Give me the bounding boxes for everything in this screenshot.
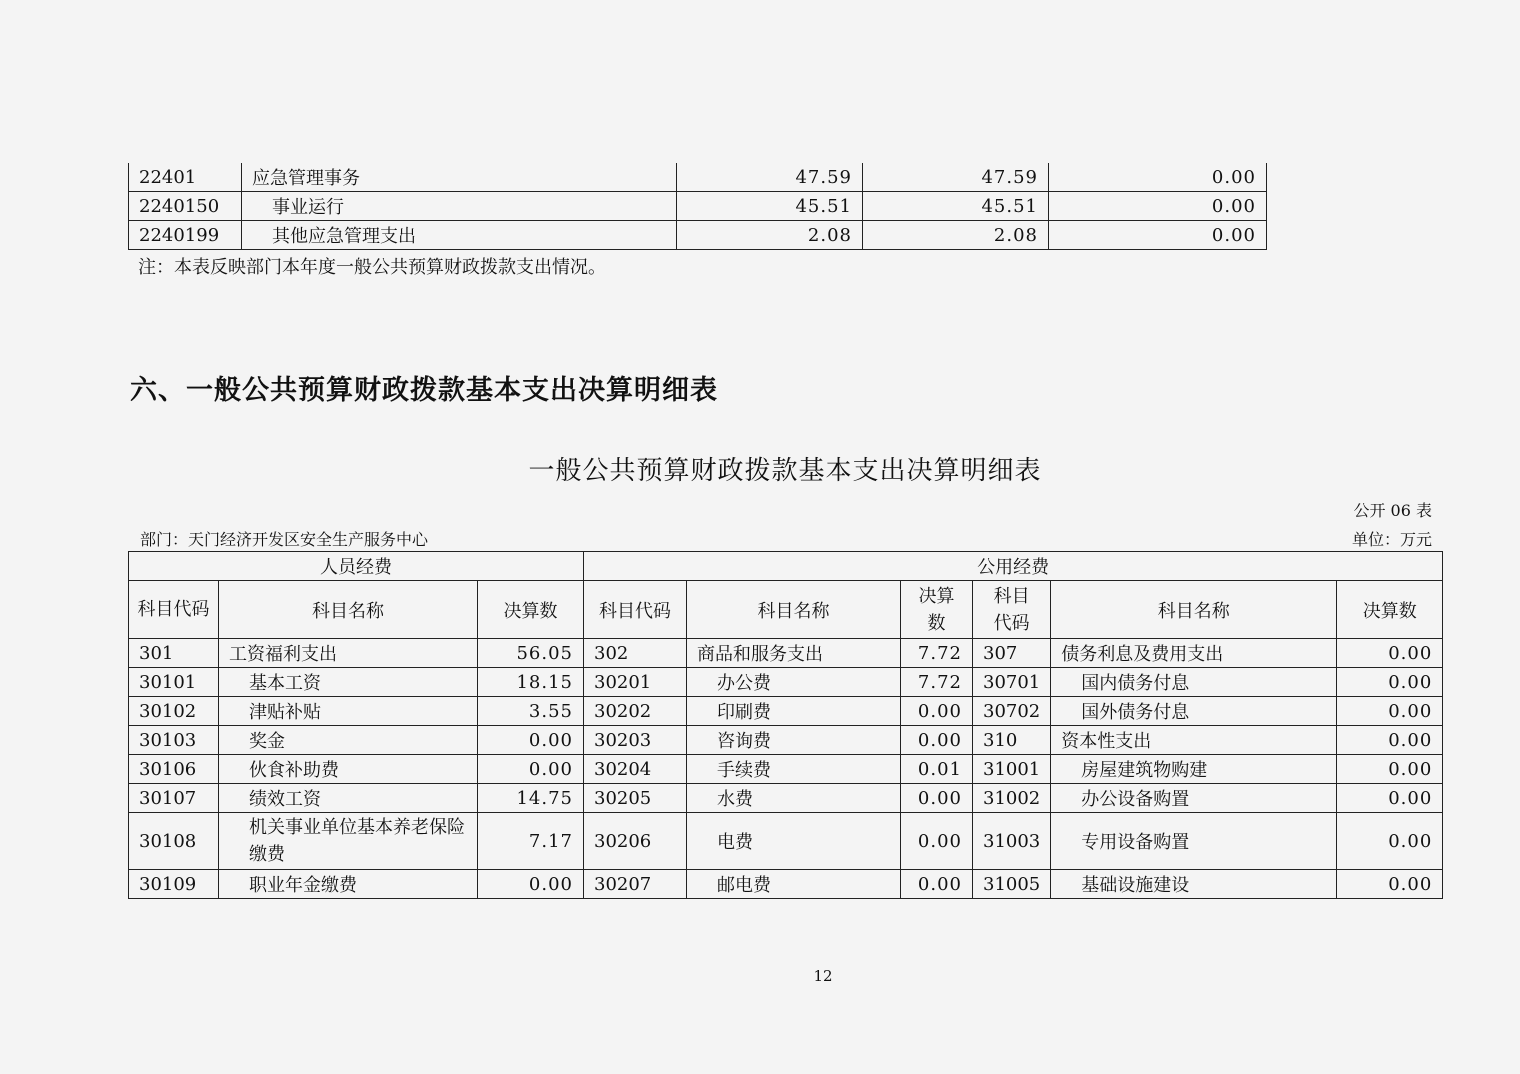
value-cell: 7.72 [901,639,973,668]
name-cell: 债务利息及费用支出 [1051,639,1337,668]
name-cell: 印刷费 [687,697,901,726]
table-row [129,697,1443,726]
name-cell: 应急管理事务 [242,163,677,192]
value-cell: 0.00 [1049,163,1267,192]
column-header: 科目代码 [129,581,219,639]
value-cell: 0.00 [1337,755,1443,784]
code-cell: 30205 [584,784,687,813]
name-cell: 国外债务付息 [1051,697,1337,726]
name-cell: 手续费 [687,755,901,784]
value-cell: 7.17 [478,813,584,870]
group-header-row [129,552,1443,581]
name-cell: 其他应急管理支出 [242,221,677,250]
column-header: 决算数 [901,581,973,639]
value-cell: 0.00 [478,755,584,784]
code-cell: 31005 [973,870,1051,899]
value-cell: 0.00 [1337,813,1443,870]
table-row [129,870,1443,899]
value-cell: 0.00 [1337,726,1443,755]
name-cell: 电费 [687,813,901,870]
main-table [128,551,1443,899]
name-cell: 专用设备购置 [1051,813,1337,870]
table-note: 注：本表反映部门本年度一般公共预算财政拨款支出情况。 [138,257,606,278]
name-cell: 伙食补助费 [219,755,478,784]
code-cell: 310 [973,726,1051,755]
code-cell: 30108 [129,813,219,870]
name-cell: 事业运行 [242,192,677,221]
value-cell: 45.51 [863,192,1049,221]
column-header: 科目名称 [687,581,901,639]
code-cell: 31003 [973,813,1051,870]
table-row [129,755,1443,784]
table-title: 一般公共预算财政拨款基本支出决算明细表 [528,456,1042,486]
name-cell: 商品和服务支出 [687,639,901,668]
name-cell: 水费 [687,784,901,813]
value-cell: 2.08 [863,221,1049,250]
value-cell: 0.00 [1337,870,1443,899]
value-cell: 0.00 [1337,639,1443,668]
code-cell: 22401 [129,163,242,192]
value-cell: 0.00 [901,813,973,870]
value-cell: 56.05 [478,639,584,668]
value-cell: 0.00 [1337,668,1443,697]
group-header-personnel: 人员经费 [129,552,584,581]
name-cell: 房屋建筑物购建 [1051,755,1337,784]
code-cell: 30101 [129,668,219,697]
name-cell: 咨询费 [687,726,901,755]
column-header: 科目名称 [219,581,478,639]
name-cell: 机关事业单位基本养老保险缴费 [219,813,478,870]
top-table [128,163,1267,250]
section-heading: 六、一般公共预算财政拨款基本支出决算明细表 [130,375,718,406]
value-cell: 18.15 [478,668,584,697]
table-row [129,221,1267,250]
code-cell: 301 [129,639,219,668]
name-cell: 基础设施建设 [1051,870,1337,899]
name-cell: 奖金 [219,726,478,755]
column-header: 科目代码 [973,581,1051,639]
table-row [129,784,1443,813]
column-header: 科目代码 [584,581,687,639]
form-code: 公开 06 表 [1353,501,1432,520]
value-cell: 47.59 [863,163,1049,192]
value-cell: 0.00 [1337,784,1443,813]
code-cell: 30106 [129,755,219,784]
value-cell: 45.51 [677,192,863,221]
code-cell: 30203 [584,726,687,755]
value-cell: 0.00 [1049,192,1267,221]
value-cell: 0.00 [478,870,584,899]
code-cell: 31001 [973,755,1051,784]
column-header: 决算数 [478,581,584,639]
value-cell: 3.55 [478,697,584,726]
name-cell: 国内债务付息 [1051,668,1337,697]
department-label: 部门：天门经济开发区安全生产服务中心 [140,530,429,549]
table-row [129,813,1443,870]
code-cell: 30102 [129,697,219,726]
column-header: 决算数 [1337,581,1443,639]
name-cell: 基本工资 [219,668,478,697]
value-cell: 2.08 [677,221,863,250]
value-cell: 0.00 [1049,221,1267,250]
name-cell: 资本性支出 [1051,726,1337,755]
value-cell: 47.59 [677,163,863,192]
unit-label: 单位：万元 [1351,530,1432,549]
code-cell: 302 [584,639,687,668]
code-cell: 30702 [973,697,1051,726]
value-cell: 0.00 [901,726,973,755]
value-cell: 0.00 [1337,697,1443,726]
code-cell: 30206 [584,813,687,870]
name-cell: 工资福利支出 [219,639,478,668]
code-cell: 30204 [584,755,687,784]
column-header: 科目名称 [1051,581,1337,639]
value-cell: 0.00 [901,697,973,726]
value-cell: 7.72 [901,668,973,697]
code-cell: 30107 [129,784,219,813]
name-cell: 职业年金缴费 [219,870,478,899]
code-cell: 2240199 [129,221,242,250]
table-row [129,639,1443,668]
code-cell: 307 [973,639,1051,668]
name-cell: 绩效工资 [219,784,478,813]
value-cell: 0.00 [901,870,973,899]
code-cell: 30207 [584,870,687,899]
code-cell: 31002 [973,784,1051,813]
table-row [129,192,1267,221]
table-row [129,163,1267,192]
group-header-public: 公用经费 [584,552,1443,581]
value-cell: 0.01 [901,755,973,784]
code-cell: 30103 [129,726,219,755]
code-cell: 30109 [129,870,219,899]
name-cell: 津贴补贴 [219,697,478,726]
name-cell: 邮电费 [687,870,901,899]
page-number: 12 [813,967,833,985]
code-cell: 2240150 [129,192,242,221]
column-header-row [129,581,1443,639]
code-cell: 30202 [584,697,687,726]
name-cell: 办公设备购置 [1051,784,1337,813]
value-cell: 0.00 [901,784,973,813]
value-cell: 0.00 [478,726,584,755]
name-cell: 办公费 [687,668,901,697]
table-row [129,668,1443,697]
table-row [129,726,1443,755]
code-cell: 30701 [973,668,1051,697]
code-cell: 30201 [584,668,687,697]
value-cell: 14.75 [478,784,584,813]
